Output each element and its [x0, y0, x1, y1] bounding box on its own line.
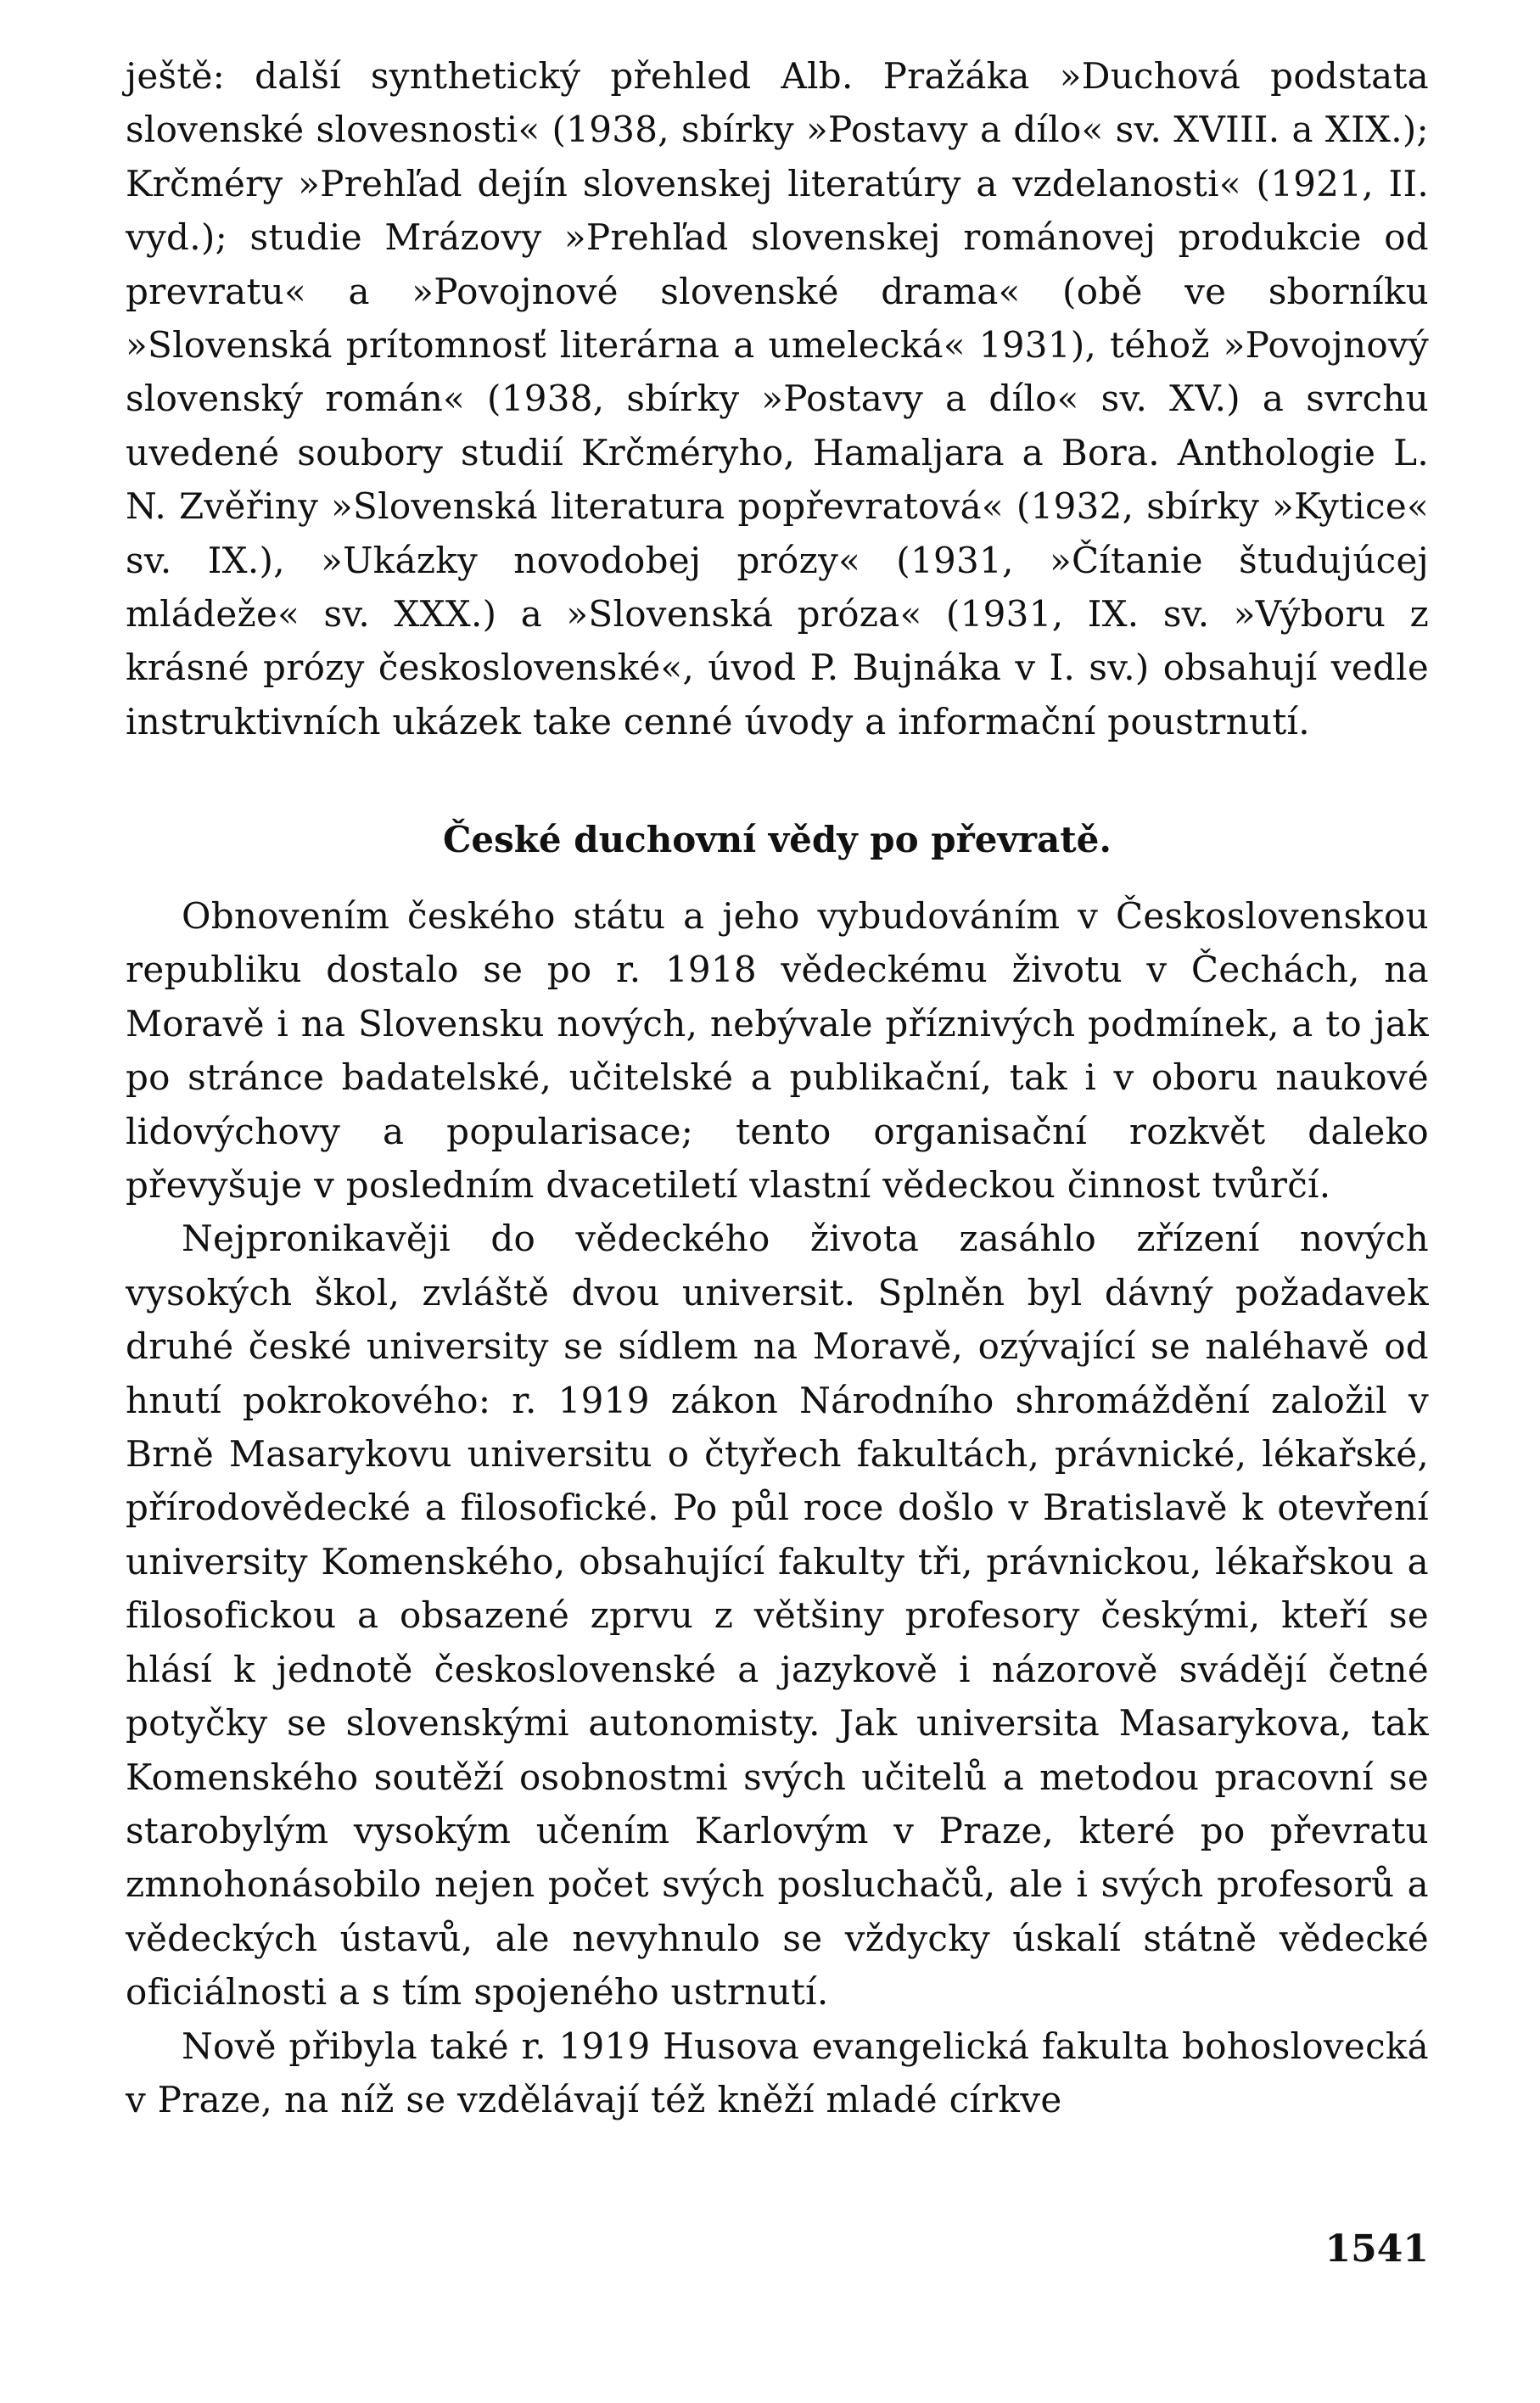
top-paragraph: ještě: další synthetický přehled Alb. Pražáka »Duchová podstata slovenské slovesnosti« (1938, sbírky »Postavy a dílo« sv. XVIII. a XIX.); Krčméry »Prehľad dejín slovenskej literatúry a vzdelanosti« (1921, II. vyd.); studie Mrázovy »Prehľad slovenskej románovej produkcie od prevratu« a »Povojnové slovenské drama« (obě ve sborníku »Slovenská prítomnosť literárna a umelecká« 1931), téhož »Povojnový slovenský román« (1938, sbírky »Postavy a dílo« sv. XV.) a svrchu uvedené soubory studií Krčméryho, Hamaljara a Bora. Anthologie L. N. Zvěřiny »Slovenská literatura popřevratová« (1932, sbírky »Kytice« sv. IX.), »Ukázky novodobej prózy« (1931, »Čítanie študujúcej mládeže« sv. XXX.) a »Slovenská próza« (1931, IX. sv. »Výboru z krásné prózy československé«, úvod P. Bujnáka v I. sv.) obsahují vedle instruktivních ukázek take cenné úvody a informační poustrnutí. [126, 55, 1429, 742]
paragraph-2: Nejpronikavěji do vědeckého života zasáhlo zřízení nových vysokých škol, zvláště dvou universit. Splněn byl dávný požadavek druhé české university se sídlem na Moravě, ozývající se naléhavě od hnutí pokrokového: r. 1919 zákon Národního shromáždění založil v Brně Masarykovu universitu o čtyřech fakultách, právnické, lékařské, přírodovědecké a filosofické. Po půl roce došlo v Bratislavě k otevření university Komenského, obsahující fakulty tři, právnickou, lékařskou a filosofickou a obsazené zprvu z většiny profesory českými, kteří se hlásí k jednotě československé a jazykově i názorově svádějí četné potyčky se slovenskými autonomisty. Jak universita Masarykova, tak Komenského soutěží osobnostmi svých učitelů a metodou pracovní se starobylým vysokým učením Karlovým v Praze, které po převratu zmnohonásobilo nejen počet svých posluchačů, ale i svých profesorů a vědeckých ústavů, ale nevyhnulo se vždycky úskalí státně vědecké oficiálnosti a s tím spojeného ustrnutí. [126, 1218, 1429, 2014]
section-body [126, 889, 1429, 2126]
paragraph-1: Obnovením českého státu a jeho vybudováním v Československou republiku dostalo se po r. 1918 vědeckému životu v Čechách, na Moravě i na Slovensku nových, nebývale příznivých podmínek, a to jak po stránce badatelské, učitelské a publikační, tak i v oboru naukové lidovýchovy a popularisace; tento organisační rozkvět daleko převyšuje v posledním dvacetiletí vlastní vědeckou činnost tvůrčí. [126, 895, 1429, 1207]
page-number: 1541 [1324, 2227, 1429, 2271]
paragraph-3: Nově přibyla také r. 1919 Husova evangelická fakulta bohoslovecká v Praze, na níž se vzdělávají též kněží mladé církve [126, 2025, 1429, 2120]
section-heading: České duchovní vědy po převratě. [442, 819, 1112, 860]
